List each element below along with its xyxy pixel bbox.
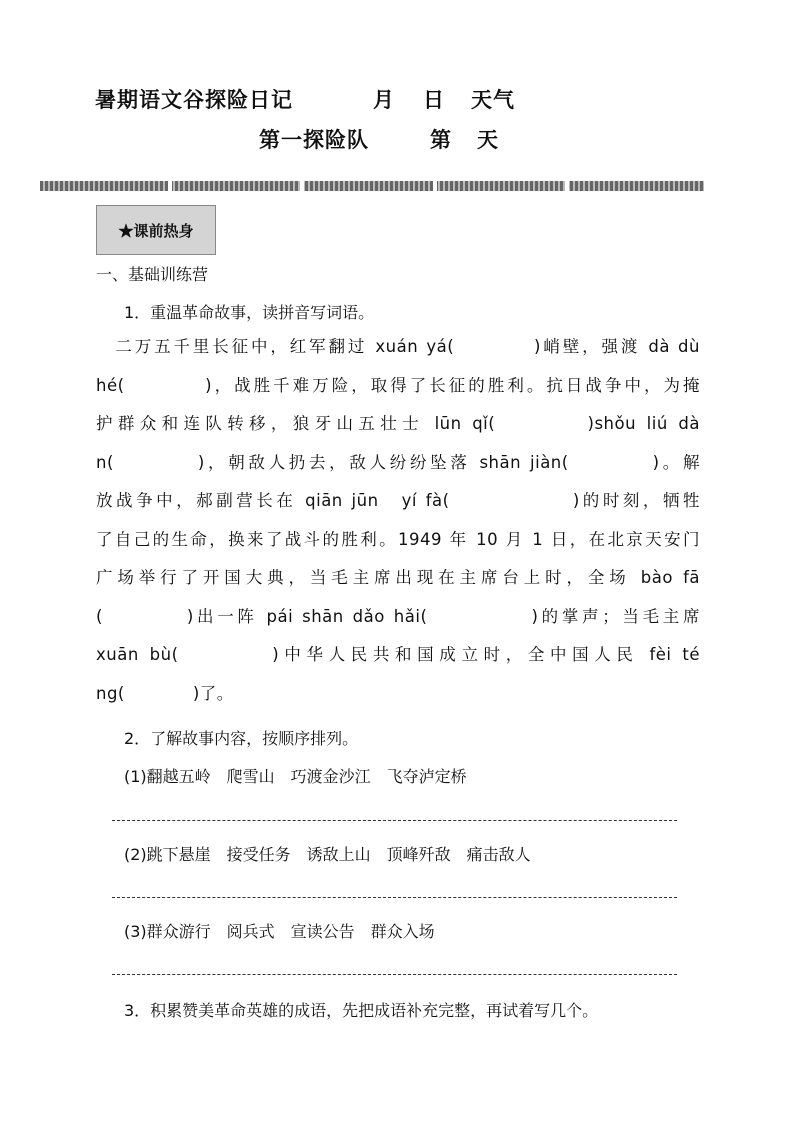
divider-gap (168, 180, 172, 192)
passage-line: ( )出一阵 pái shān dǎo hǎi( )的掌声；当毛主席 (96, 606, 700, 626)
passage-line: n( )，朝敌人扔去，敌人纷纷坠落 shān jiàn( )。解 (96, 452, 700, 472)
section-heading: 一、基础训练营 (96, 265, 209, 284)
answer-line-3[interactable] (112, 974, 677, 975)
passage-line: ng( )了。 (96, 683, 234, 703)
question-1-passage (96, 328, 700, 713)
day-suffix: 天 (477, 127, 499, 152)
answer-line-2[interactable] (112, 897, 677, 898)
passage-line: hé( )，战胜千难万险，取得了长征的胜利。抗日战争中，为掩 (96, 375, 700, 395)
question-2-item-3: (3)群众游行 阅兵式 宣读公告 群众入场 (124, 922, 435, 941)
divider-gap (300, 180, 304, 192)
passage-line: 二万五千里长征中，红军翻过 xuán yá( )峭壁，强渡 dà dù (96, 337, 700, 356)
day-prefix: 第 (430, 127, 452, 152)
answer-line-1[interactable] (112, 820, 677, 821)
divider-gap (565, 180, 569, 192)
day-label: 日 (423, 87, 445, 112)
weather-label: 天气 (471, 87, 515, 112)
question-2-prompt: 2．了解故事内容，按顺序排列。 (124, 729, 359, 748)
warmup-badge (96, 205, 216, 255)
divider-gap (433, 180, 437, 192)
question-2-item-2: (2)跳下悬崖 接受任务 诱敌上山 顶峰歼敌 痛击敌人 (124, 845, 531, 864)
question-2-item-1: (1)翻越五岭 爬雪山 巧渡金沙江 飞夺泸定桥 (124, 767, 467, 786)
diary-title: 暑期语文谷探险日记 (95, 87, 293, 112)
passage-line: xuān bù( )中华人民共和国成立时，全中国人民 fèi té (96, 645, 700, 664)
passage-line: 护群众和连队转移，狼牙山五壮士 lūn qǐ( )shǒu liú dà (96, 414, 700, 433)
decorative-divider (40, 181, 704, 191)
passage-line: 广场举行了开国大典，当毛主席出现在主席台上时，全场 bào fā (96, 568, 700, 587)
question-1-prompt: 1．重温革命故事，读拼音写词语。 (124, 303, 375, 322)
month-label: 月 (373, 87, 395, 112)
passage-line: 放战争中，郝副营长在 qiān jūn yí fà( )的时刻，牺牲 (96, 491, 700, 510)
passage-line: 了自己的生命，换来了战斗的胜利。1949 年 10 月 1 日，在北京天安门 (96, 529, 700, 549)
team-name: 第一探险队 (259, 127, 369, 152)
question-3-prompt: 3．积累赞美革命英雄的成语，先把成语补充完整，再试着写几个。 (124, 1001, 599, 1020)
warmup-badge-label: ★课前热身 (118, 221, 194, 240)
